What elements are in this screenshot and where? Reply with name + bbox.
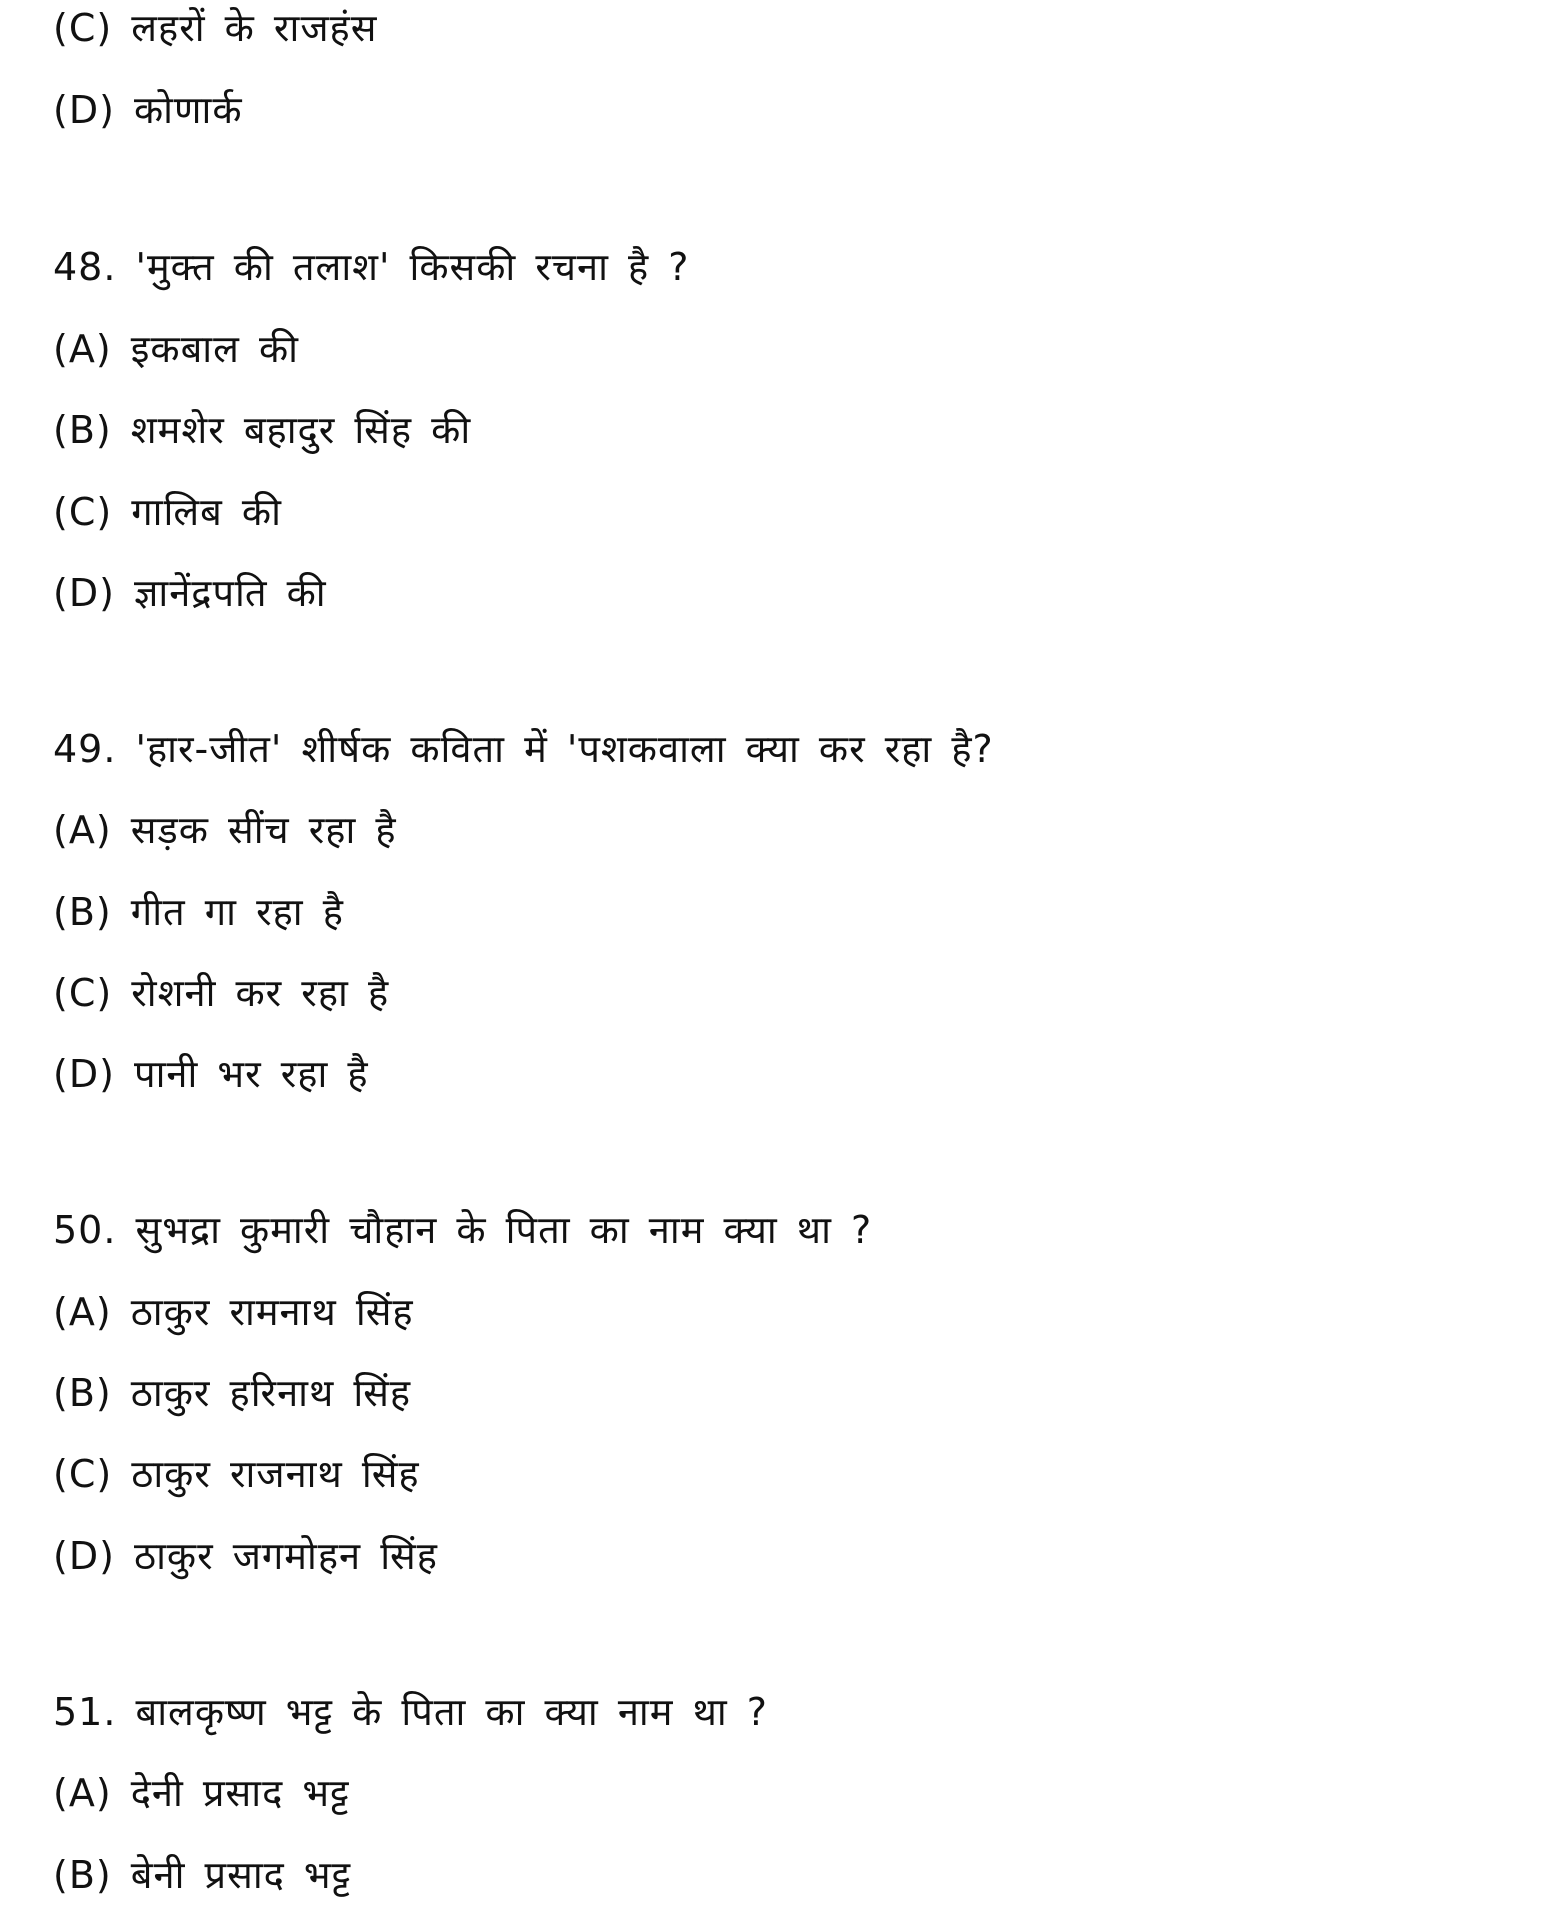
option-text: (C) रोशनी कर रहा है: [53, 971, 390, 1015]
option-text: (D) कोणार्क: [53, 88, 243, 132]
option-text: (A) देनी प्रसाद भट्ट: [53, 1771, 350, 1815]
option-text: (A) इकबाल की: [53, 327, 299, 371]
option-text: (A) ठाकुर रामनाथ सिंह: [53, 1290, 414, 1334]
option-text: (D) ठाकुर जगमोहन सिंह: [53, 1534, 438, 1578]
question-text: 48. 'मुक्त की तलाश' किसकी रचना है ?: [53, 245, 690, 289]
question-text: 51. बालकृष्ण भट्ट के पिता का क्या नाम था ?: [53, 1690, 768, 1734]
option-text: (C) गालिब की: [53, 490, 282, 534]
option-text: (B) शमशेर बहादुर सिंह की: [53, 408, 472, 452]
option-text: (B) बेनी प्रसाद भट्ट: [53, 1853, 352, 1897]
option-text: (B) गीत गा रहा है: [53, 890, 344, 934]
option-text: (D) पानी भर रहा है: [53, 1052, 369, 1096]
option-text: (C) लहरों के राजहंस: [53, 6, 378, 50]
option-text: (B) ठाकुर हरिनाथ सिंह: [53, 1371, 412, 1415]
option-text: (A) सड़क सींच रहा है: [53, 808, 397, 852]
question-text: 50. सुभद्रा कुमारी चौहान के पिता का नाम क्या था ?: [53, 1208, 873, 1252]
option-text: (D) ज्ञानेंद्रपति की: [53, 571, 327, 615]
question-text: 49. 'हार-जीत' शीर्षक कविता में 'पशकवाला क्या कर रहा है?: [53, 727, 994, 771]
option-text: (C) ठाकुर राजनाथ सिंह: [53, 1452, 420, 1496]
